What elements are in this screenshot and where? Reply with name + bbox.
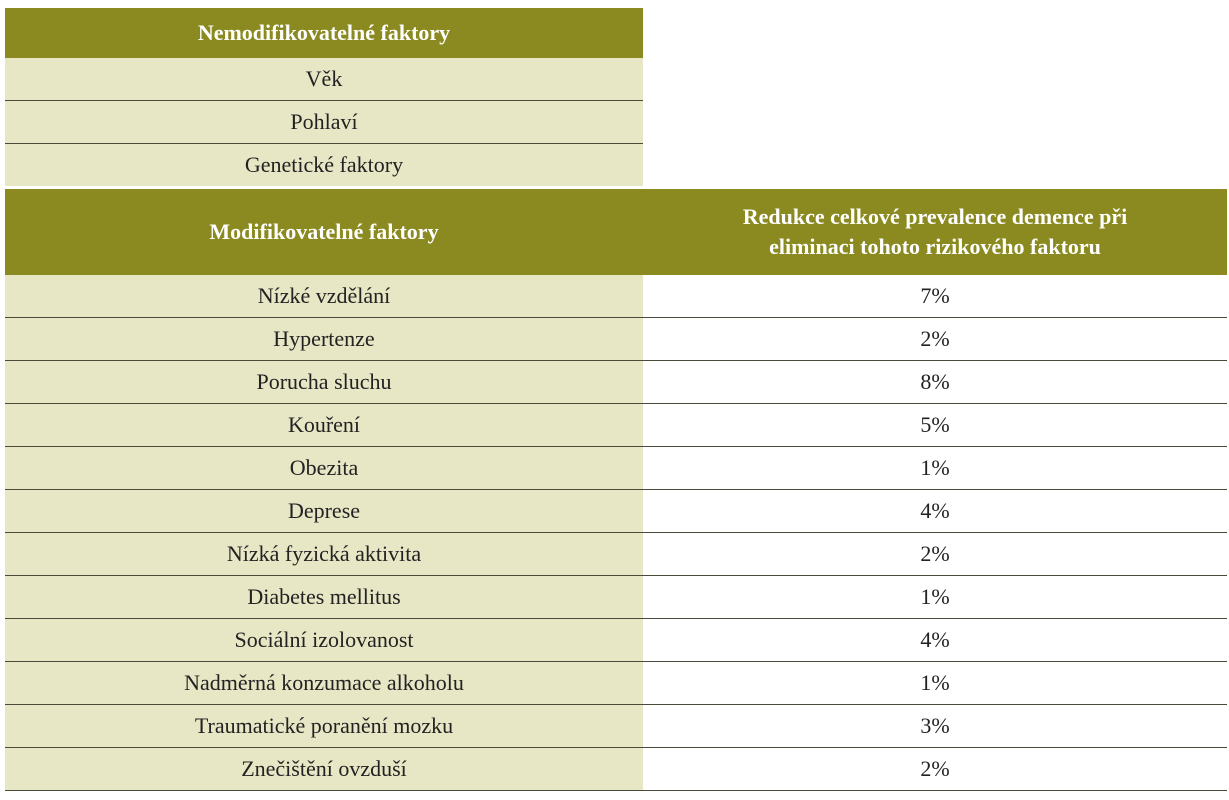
table-row bbox=[5, 318, 1227, 361]
table-row bbox=[5, 101, 643, 144]
factor-name: Deprese bbox=[5, 490, 643, 533]
prevalence-reduction-value: 1% bbox=[643, 576, 1227, 619]
nonmodifiable-factor: Genetické faktory bbox=[5, 144, 643, 187]
table-row bbox=[5, 404, 1227, 447]
table-row bbox=[5, 447, 1227, 490]
prevalence-reduction-value: 2% bbox=[643, 533, 1227, 576]
modifiable-factors-table bbox=[5, 189, 1227, 791]
table-row bbox=[5, 58, 643, 101]
table-row bbox=[5, 144, 643, 187]
prevalence-reduction-value: 4% bbox=[643, 619, 1227, 662]
modifiable-header-row bbox=[5, 189, 1227, 275]
prevalence-reduction-value: 2% bbox=[643, 318, 1227, 361]
nonmodifiable-header-row bbox=[5, 8, 643, 58]
factor-name: Obezita bbox=[5, 447, 643, 490]
table-row bbox=[5, 275, 1227, 318]
table-row bbox=[5, 619, 1227, 662]
prevalence-header-line1: Redukce celkové prevalence demence při bbox=[742, 204, 1128, 229]
prevalence-reduction-value: 4% bbox=[643, 490, 1227, 533]
nonmodifiable-factor: Pohlaví bbox=[5, 101, 643, 144]
prevalence-reduction-value: 8% bbox=[643, 361, 1227, 404]
factor-name: Hypertenze bbox=[5, 318, 643, 361]
factor-name: Porucha sluchu bbox=[5, 361, 643, 404]
prevalence-reduction-value: 7% bbox=[643, 275, 1227, 318]
factor-name: Diabetes mellitus bbox=[5, 576, 643, 619]
prevalence-header-line2: eliminaci tohoto rizikového faktoru bbox=[769, 234, 1101, 259]
table-row bbox=[5, 533, 1227, 576]
factor-name: Traumatické poranění mozku bbox=[5, 705, 643, 748]
prevalence-reduction-value: 1% bbox=[643, 447, 1227, 490]
prevalence-reduction-value: 3% bbox=[643, 705, 1227, 748]
factor-name: Kouření bbox=[5, 404, 643, 447]
table-row bbox=[5, 490, 1227, 533]
prevalence-reduction-header bbox=[643, 189, 1227, 275]
modifiable-header: Modifikovatelné faktory bbox=[5, 189, 643, 275]
prevalence-reduction-value: 1% bbox=[643, 662, 1227, 705]
factor-name: Znečištění ovzduší bbox=[5, 748, 643, 791]
table-row bbox=[5, 662, 1227, 705]
table-row bbox=[5, 748, 1227, 791]
factor-name: Nadměrná konzumace alkoholu bbox=[5, 662, 643, 705]
nonmodifiable-factors-table bbox=[5, 8, 643, 186]
nonmodifiable-header: Nemodifikovatelné faktory bbox=[5, 8, 643, 58]
factor-name: Sociální izolovanost bbox=[5, 619, 643, 662]
table-row bbox=[5, 576, 1227, 619]
table-row bbox=[5, 705, 1227, 748]
nonmodifiable-factor: Věk bbox=[5, 58, 643, 101]
table-row bbox=[5, 361, 1227, 404]
prevalence-reduction-value: 5% bbox=[643, 404, 1227, 447]
factor-name: Nízká fyzická aktivita bbox=[5, 533, 643, 576]
prevalence-reduction-value: 2% bbox=[643, 748, 1227, 791]
factor-name: Nízké vzdělání bbox=[5, 275, 643, 318]
